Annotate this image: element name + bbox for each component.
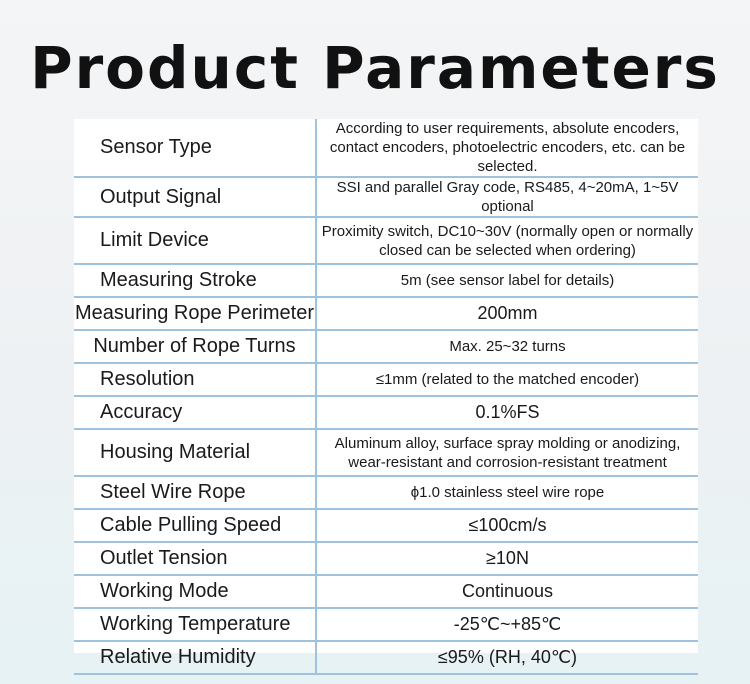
table-row-rope-turns (74, 330, 698, 363)
row-label: Cable Pulling Speed (74, 509, 316, 542)
row-label: Sensor Type (74, 119, 316, 177)
table-row-rope-perimeter (74, 297, 698, 330)
table-row-working-mode (74, 575, 698, 608)
table-row-cable-pulling-speed (74, 509, 698, 542)
row-value: ≤95% (RH, 40℃) (316, 641, 698, 674)
table-row-outlet-tension (74, 542, 698, 575)
table-row-steel-wire-rope (74, 476, 698, 509)
row-label: Working Mode (74, 575, 316, 608)
table-row-measuring-stroke (74, 264, 698, 297)
row-value: According to user requirements, absolute encoders, contact encoders, photoelectric encoders, etc. can be selected. (316, 119, 698, 177)
table-row-resolution (74, 363, 698, 396)
row-label: Outlet Tension (74, 542, 316, 575)
row-value: 200mm (316, 297, 698, 330)
row-label: Limit Device (74, 217, 316, 264)
row-value: ϕ1.0 stainless steel wire rope (316, 476, 698, 509)
row-label: Accuracy (74, 396, 316, 429)
parameters-table-container (74, 119, 698, 668)
page-title: Product Parameters (30, 34, 720, 102)
table-row-relative-humidity (74, 641, 698, 674)
row-label: Working Temperature (74, 608, 316, 641)
table-row-output-signal (74, 177, 698, 217)
row-value: Proximity switch, DC10~30V (normally open or normally closed can be selected when ordering) (316, 217, 698, 264)
table-row-sensor-type (74, 119, 698, 177)
row-label: Number of Rope Turns (74, 330, 316, 363)
row-label: Steel Wire Rope (74, 476, 316, 509)
row-label: Housing Material (74, 429, 316, 476)
row-value: Max. 25~32 turns (316, 330, 698, 363)
row-label: Output Signal (74, 177, 316, 217)
table-row-working-temperature (74, 608, 698, 641)
row-label: Measuring Stroke (74, 264, 316, 297)
row-label: Measuring Rope Perimeter (74, 297, 316, 330)
row-value: Aluminum alloy, surface spray molding or anodizing, wear-resistant and corrosion-resistant treatment (316, 429, 698, 476)
row-value: Continuous (316, 575, 698, 608)
table-row-limit-device (74, 217, 698, 264)
table-row-accuracy (74, 396, 698, 429)
parameters-table (74, 119, 698, 675)
table-row-housing-material (74, 429, 698, 476)
row-value: -25℃~+85℃ (316, 608, 698, 641)
row-value: SSI and parallel Gray code, RS485, 4~20mA, 1~5V optional (316, 177, 698, 217)
row-value: 5m (see sensor label for details) (316, 264, 698, 297)
row-label: Resolution (74, 363, 316, 396)
row-value: ≤1mm (related to the matched encoder) (316, 363, 698, 396)
row-value: ≤100cm/s (316, 509, 698, 542)
row-value: 0.1%FS (316, 396, 698, 429)
row-label: Relative Humidity (74, 641, 316, 674)
row-value: ≥10N (316, 542, 698, 575)
